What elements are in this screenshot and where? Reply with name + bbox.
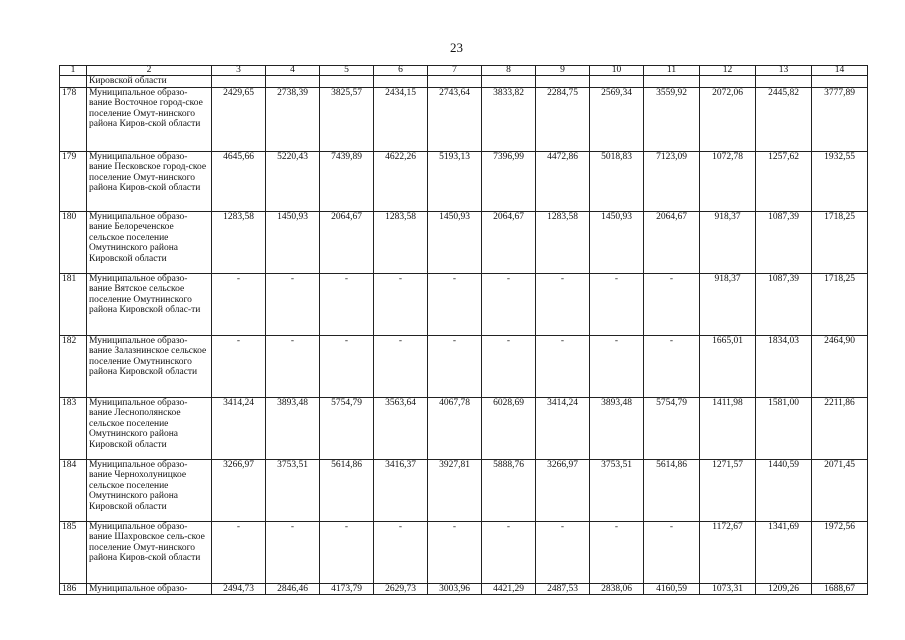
- row-number: 180: [60, 211, 87, 273]
- table-cell: [756, 76, 812, 88]
- value-cell: 2629,73: [374, 583, 428, 595]
- municipality-name: Муниципальное образо-вание Шахровское сель-ское поселение Омут-нинского района Киров-ской области: [87, 521, 212, 583]
- value-cell: 1283,58: [374, 211, 428, 273]
- value-cell: 6028,69: [482, 397, 536, 459]
- value-cell: -: [590, 273, 644, 335]
- value-cell: -: [644, 335, 700, 397]
- value-cell: 918,37: [700, 211, 756, 273]
- value-cell: 2846,46: [266, 583, 320, 595]
- value-cell: 3266,97: [212, 459, 266, 521]
- table-cell: [536, 76, 590, 88]
- continuation-cell: Кировской области: [87, 76, 212, 88]
- row-number: 184: [60, 459, 87, 521]
- value-cell: 4645,66: [212, 151, 266, 211]
- value-cell: 3416,37: [374, 459, 428, 521]
- value-cell: -: [212, 273, 266, 335]
- municipality-name: Муниципальное образо-: [87, 583, 212, 595]
- value-cell: 4067,78: [428, 397, 482, 459]
- continuation-row: [60, 76, 868, 88]
- value-cell: 3266,97: [536, 459, 590, 521]
- value-cell: -: [212, 521, 266, 583]
- value-cell: 3563,64: [374, 397, 428, 459]
- row-number: 182: [60, 335, 87, 397]
- value-cell: 4622,26: [374, 151, 428, 211]
- table-cell: [374, 76, 428, 88]
- value-cell: 1718,25: [812, 273, 868, 335]
- municipality-name: Муниципальное образо-вание Залазнинское сельское поселение Омутнинского района Кировской области: [87, 335, 212, 397]
- value-cell: 1087,39: [756, 211, 812, 273]
- table-row: [60, 521, 868, 583]
- municipality-name: Муниципальное образо-вание Леснополянское сельское поселение Омутнинского района Кировской области: [87, 397, 212, 459]
- value-cell: 1341,69: [756, 521, 812, 583]
- value-cell: -: [644, 521, 700, 583]
- value-cell: 1718,25: [812, 211, 868, 273]
- value-cell: 3753,51: [590, 459, 644, 521]
- municipality-name: Муниципальное образо-вание Вятское сельское поселение Омутнинского района Кировской облас-ти: [87, 273, 212, 335]
- column-header: 7: [428, 66, 482, 76]
- value-cell: 1440,59: [756, 459, 812, 521]
- value-cell: -: [212, 335, 266, 397]
- value-cell: 3833,82: [482, 87, 536, 151]
- value-cell: 2064,67: [644, 211, 700, 273]
- table-header-row: [60, 66, 868, 76]
- column-header: 1: [60, 66, 87, 76]
- column-header: 11: [644, 66, 700, 76]
- value-cell: -: [428, 273, 482, 335]
- municipality-name: Муниципальное образо-вание Чернохолуницкое сельское поселение Омутнинского района Кировской области: [87, 459, 212, 521]
- value-cell: -: [320, 273, 374, 335]
- value-cell: 5888,76: [482, 459, 536, 521]
- value-cell: 3893,48: [266, 397, 320, 459]
- column-header: 3: [212, 66, 266, 76]
- value-cell: 3559,92: [644, 87, 700, 151]
- value-cell: 1688,67: [812, 583, 868, 595]
- value-cell: 1450,93: [590, 211, 644, 273]
- value-cell: -: [590, 521, 644, 583]
- value-cell: 4472,86: [536, 151, 590, 211]
- municipality-name: Муниципальное образо-вание Песковское город-ское поселение Омут-нинского района Киров-ской области: [87, 151, 212, 211]
- value-cell: 2434,15: [374, 87, 428, 151]
- row-number: 178: [60, 87, 87, 151]
- page-number: 23: [450, 40, 463, 55]
- table-cell: [590, 76, 644, 88]
- value-cell: 4421,29: [482, 583, 536, 595]
- value-cell: 3003,96: [428, 583, 482, 595]
- value-cell: 7123,09: [644, 151, 700, 211]
- value-cell: 2064,67: [320, 211, 374, 273]
- value-cell: 1087,39: [756, 273, 812, 335]
- table-cell: [644, 76, 700, 88]
- value-cell: 3414,24: [212, 397, 266, 459]
- table-cell: [212, 76, 266, 88]
- column-header: 4: [266, 66, 320, 76]
- value-cell: 3927,81: [428, 459, 482, 521]
- value-cell: 1972,56: [812, 521, 868, 583]
- value-cell: 1450,93: [428, 211, 482, 273]
- municipality-name: Муниципальное образо-вание Восточное город-ское поселение Омут-нинского района Киров-ской области: [87, 87, 212, 151]
- value-cell: 1665,01: [700, 335, 756, 397]
- value-cell: 3777,89: [812, 87, 868, 151]
- row-number: 185: [60, 521, 87, 583]
- value-cell: -: [320, 521, 374, 583]
- value-cell: 1283,58: [536, 211, 590, 273]
- value-cell: -: [482, 335, 536, 397]
- column-header: 5: [320, 66, 374, 76]
- table-row: [60, 211, 868, 273]
- value-cell: 5220,43: [266, 151, 320, 211]
- column-header: 14: [812, 66, 868, 76]
- value-cell: 2738,39: [266, 87, 320, 151]
- value-cell: 7439,89: [320, 151, 374, 211]
- row-number: 179: [60, 151, 87, 211]
- value-cell: 5614,86: [644, 459, 700, 521]
- value-cell: -: [536, 521, 590, 583]
- value-cell: 2487,53: [536, 583, 590, 595]
- row-number: 183: [60, 397, 87, 459]
- column-header: 6: [374, 66, 428, 76]
- value-cell: 1257,62: [756, 151, 812, 211]
- value-cell: 1834,03: [756, 335, 812, 397]
- value-cell: -: [266, 273, 320, 335]
- value-cell: 3753,51: [266, 459, 320, 521]
- value-cell: 2445,82: [756, 87, 812, 151]
- row-number: 186: [60, 583, 87, 595]
- column-header: 8: [482, 66, 536, 76]
- value-cell: 1411,98: [700, 397, 756, 459]
- table-cell: [428, 76, 482, 88]
- value-cell: -: [374, 521, 428, 583]
- value-cell: 2429,65: [212, 87, 266, 151]
- column-header: 9: [536, 66, 590, 76]
- value-cell: 918,37: [700, 273, 756, 335]
- column-header: 12: [700, 66, 756, 76]
- value-cell: 2569,34: [590, 87, 644, 151]
- value-cell: 1073,31: [700, 583, 756, 595]
- value-cell: 1450,93: [266, 211, 320, 273]
- value-cell: 1283,58: [212, 211, 266, 273]
- value-cell: -: [374, 335, 428, 397]
- value-cell: 2743,64: [428, 87, 482, 151]
- value-cell: 5614,86: [320, 459, 374, 521]
- value-cell: 1932,55: [812, 151, 868, 211]
- table-row: [60, 87, 868, 151]
- value-cell: 2064,67: [482, 211, 536, 273]
- value-cell: 2071,45: [812, 459, 868, 521]
- table-cell: [482, 76, 536, 88]
- table-row: [60, 335, 868, 397]
- value-cell: -: [320, 335, 374, 397]
- municipality-name: Муниципальное образо-вание Белореченское сельское поселение Омутнинского района Кировской области: [87, 211, 212, 273]
- value-cell: -: [266, 335, 320, 397]
- value-cell: -: [374, 273, 428, 335]
- value-cell: 1271,57: [700, 459, 756, 521]
- value-cell: -: [482, 273, 536, 335]
- value-cell: 2838,06: [590, 583, 644, 595]
- value-cell: -: [482, 521, 536, 583]
- data-table: [59, 65, 868, 595]
- value-cell: -: [644, 273, 700, 335]
- table-cell: [700, 76, 756, 88]
- value-cell: -: [428, 521, 482, 583]
- value-cell: -: [428, 335, 482, 397]
- value-cell: -: [590, 335, 644, 397]
- value-cell: 5193,13: [428, 151, 482, 211]
- value-cell: 4173,79: [320, 583, 374, 595]
- column-header: 13: [756, 66, 812, 76]
- table-row: [60, 583, 868, 595]
- row-number: 181: [60, 273, 87, 335]
- value-cell: 7396,99: [482, 151, 536, 211]
- table-cell: [266, 76, 320, 88]
- value-cell: 3825,57: [320, 87, 374, 151]
- value-cell: 1172,67: [700, 521, 756, 583]
- value-cell: 5018,83: [590, 151, 644, 211]
- value-cell: 5754,79: [320, 397, 374, 459]
- value-cell: 1072,78: [700, 151, 756, 211]
- column-header: 10: [590, 66, 644, 76]
- value-cell: 5754,79: [644, 397, 700, 459]
- column-header: 2: [87, 66, 212, 76]
- value-cell: 2494,73: [212, 583, 266, 595]
- table-cell: [60, 76, 87, 88]
- value-cell: 1209,26: [756, 583, 812, 595]
- table-cell: [320, 76, 374, 88]
- table-row: [60, 459, 868, 521]
- value-cell: 2072,06: [700, 87, 756, 151]
- table-cell: [812, 76, 868, 88]
- value-cell: -: [536, 273, 590, 335]
- value-cell: 3414,24: [536, 397, 590, 459]
- value-cell: 2284,75: [536, 87, 590, 151]
- value-cell: 1581,00: [756, 397, 812, 459]
- value-cell: 2211,86: [812, 397, 868, 459]
- table-row: [60, 397, 868, 459]
- value-cell: 4160,59: [644, 583, 700, 595]
- table-row: [60, 273, 868, 335]
- table-row: [60, 151, 868, 211]
- value-cell: 3893,48: [590, 397, 644, 459]
- value-cell: -: [536, 335, 590, 397]
- value-cell: 2464,90: [812, 335, 868, 397]
- value-cell: -: [266, 521, 320, 583]
